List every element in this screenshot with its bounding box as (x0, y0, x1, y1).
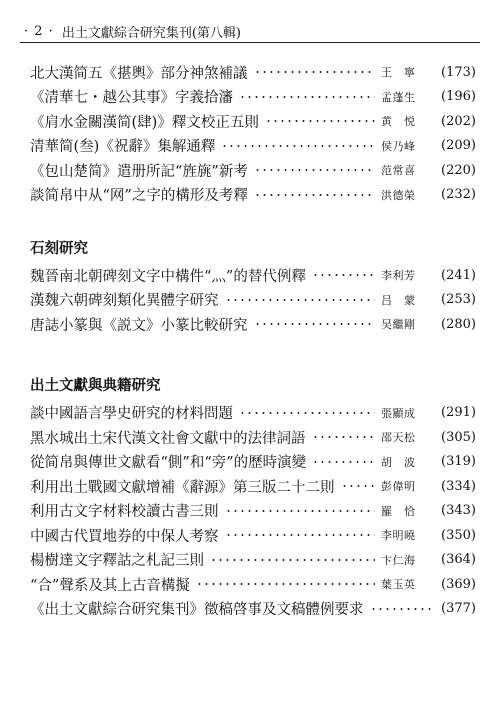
entry-author: 胡 波 (381, 455, 416, 469)
entry-page-number: (241) (441, 267, 476, 283)
entry-title: 《出土文獻綜合研究集刊》徵稿啓事及文稿體例要求 (30, 602, 364, 619)
toc-section-excavated-texts (30, 401, 476, 622)
entry-title: 唐誌小篆與《説文》小篆比較研究 (30, 317, 248, 334)
toc-entry (30, 263, 476, 288)
entry-title: 黑水城出土宋代漢文社會文獻中的法律詞語 (30, 430, 306, 447)
entry-author: 吴繼剛 (381, 318, 416, 332)
section-heading-stone-inscriptions: 石刻研究 (30, 240, 88, 257)
entry-page-number: (364) (441, 552, 476, 568)
entry-page-number: (196) (441, 89, 476, 105)
dot-leader (225, 299, 376, 301)
entry-title: 漢魏六朝碑刻類化異體字研究 (30, 293, 219, 310)
entry-author: 彭偉明 (381, 480, 416, 494)
entry-page-number: (334) (441, 478, 476, 494)
entry-page-number: (350) (441, 527, 476, 543)
entry-title: 《包山楚简》遣册所記“旌旐”新考 (30, 163, 248, 180)
dot-leader (221, 145, 375, 147)
entry-page-number: (173) (441, 64, 476, 80)
toc-entry (30, 312, 476, 337)
dot-leader (312, 274, 375, 276)
toc-entry (30, 109, 476, 134)
entry-page-number: (369) (441, 576, 476, 592)
toc-entry (30, 597, 476, 622)
dot-leader (370, 608, 436, 610)
dot-leader (254, 169, 375, 171)
dot-leader (265, 120, 375, 122)
entry-author: 范常喜 (381, 164, 416, 178)
entry-author: 葉玉英 (381, 578, 416, 592)
entry-author: 黄 悦 (381, 115, 416, 129)
entry-page-number: (305) (441, 429, 476, 445)
entry-title: 魏晉南北朝碑刻文字中構件“灬”的替代例釋 (30, 268, 306, 285)
toc-entry (30, 523, 476, 548)
running-header (20, 20, 480, 43)
entry-author: 卞仁海 (381, 553, 416, 567)
entry-page-number: (377) (441, 601, 476, 617)
entry-title: 利用古文字材料校讀古書三則 (30, 504, 219, 521)
section-heading-excavated-texts: 出土文獻與典籍研究 (30, 378, 161, 394)
entry-page-number: (291) (441, 405, 476, 421)
entry-page-number: (280) (441, 316, 476, 332)
entry-title: 談中國語言學史研究的材料問題 (30, 406, 233, 423)
entry-author: 孟蓬生 (381, 90, 416, 104)
entry-title: “合”聲系及其上古音構擬 (30, 577, 190, 594)
entry-author: 羅 恰 (381, 504, 416, 518)
toc-entry (30, 499, 476, 524)
toc-group-1 (30, 60, 476, 207)
entry-author: 李利芳 (381, 269, 416, 283)
entry-title: 《清華七・越公其事》字義拾瀋 (30, 90, 233, 107)
entry-page-number: (232) (441, 187, 476, 203)
dot-leader (254, 71, 376, 73)
entry-title: 北大漢简五《揕輿》部分神煞補議 (30, 65, 248, 82)
dot-leader (341, 485, 376, 487)
dot-leader (196, 583, 375, 585)
entry-title: 《肩水金關漢简(肆)》釋文校正五則 (30, 114, 259, 131)
entry-author: 洪德榮 (381, 188, 416, 202)
entry-author: 吕 蒙 (381, 293, 416, 307)
dot-leader (225, 534, 376, 536)
entry-author: 張顯成 (381, 406, 416, 420)
entry-page-number: (319) (441, 454, 476, 470)
entry-title: 楊樹達文字釋詁之札記三則 (30, 553, 204, 570)
entry-title: 利用出土戰國文獻增補《辭源》第三版二十二則 (30, 479, 335, 496)
dot-leader (254, 323, 376, 325)
table-of-contents (30, 60, 476, 621)
entry-page-number: (343) (441, 503, 476, 519)
entry-author: 邵天松 (381, 431, 416, 445)
entry-title: 從简帛與傳世文獻看“側”和“旁”的歷時演變 (30, 455, 307, 472)
dot-leader (312, 461, 375, 463)
entry-page-number: (202) (441, 113, 476, 129)
dot-leader (210, 559, 375, 561)
entry-title: 談简帛中从“网”之字的構形及考釋 (30, 188, 248, 205)
toc-entry (30, 401, 476, 426)
toc-entry (30, 183, 476, 208)
entry-page-number: (209) (441, 138, 476, 154)
entry-author: 侯乃峰 (381, 139, 416, 153)
entry-author: 王 寧 (381, 66, 416, 80)
toc-entry (30, 450, 476, 475)
page-number-marker: · 2 · (24, 23, 54, 39)
dot-leader (239, 96, 375, 98)
entry-title: 中國古代買地券的中保人考察 (30, 528, 219, 545)
toc-entry (30, 134, 476, 159)
entry-author: 李明曉 (381, 529, 416, 543)
toc-entry (30, 425, 476, 450)
toc-entry (30, 158, 476, 183)
dot-leader (254, 194, 375, 196)
dot-leader (225, 510, 376, 512)
dot-leader (239, 412, 375, 414)
journal-title: 出土文獻綜合研究集刊(第八輯) (61, 25, 241, 41)
dot-leader (312, 436, 376, 438)
toc-entry (30, 85, 476, 110)
entry-title: 清華简(叁)《祝辭》集解通釋 (30, 139, 216, 156)
toc-entry (30, 288, 476, 313)
entry-page-number: (253) (441, 292, 476, 308)
toc-entry (30, 474, 476, 499)
toc-entry (30, 548, 476, 573)
toc-entry (30, 60, 476, 85)
toc-section-stone-inscriptions (30, 263, 476, 337)
toc-entry (30, 572, 476, 597)
entry-page-number: (220) (441, 162, 476, 178)
